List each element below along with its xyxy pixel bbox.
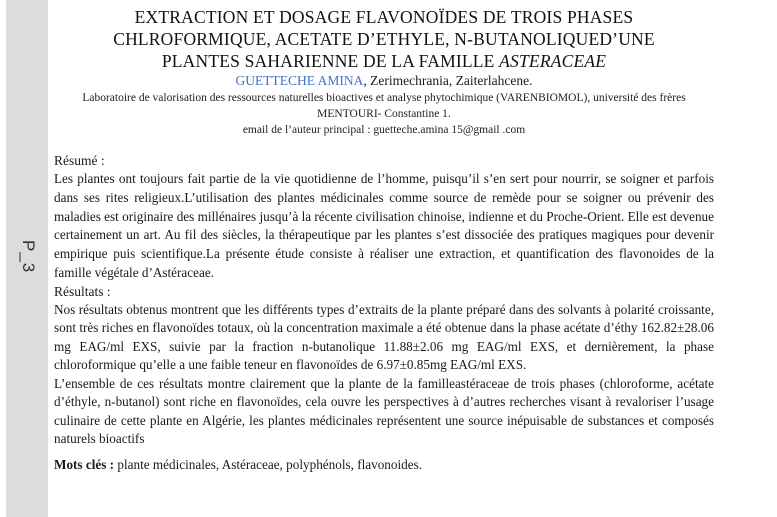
- resume-heading: Résumé :: [54, 153, 105, 168]
- page-margin-bar: [6, 0, 48, 517]
- resultats-paragraph-1: Nos résultats obtenus montrent que les différents types d’extraits de la plante préparé dans des solvants à polarité croissante, sont très riches en flavonoïdes totaux, où la concentration maximale a été obtenue dans la phase acétate d’éthy 162.82±28.06 mg EAG/ml EXS, suivie par la fraction n-butanolique 11.88±2.06 mg EAG/ml EXS, et dernièrement, la phase chloroformique qu’elle a une faible teneur en flavonoïdes de 6.97±0.85mg EAG/ml EXS.: [54, 301, 714, 373]
- resultats-heading: Résultats :: [54, 283, 111, 299]
- resume-text: Les plantes ont toujours fait partie de la vie quotidienne de l’homme, puisqu’il s’en sert pour nourrir, se soigner et parfois dans ses rites religieux.L’utilisation des plantes médicinales comme source de remède pour se soigner ou prévenir des maladies est originaire des millénaires jusqu’à la récente civilisation chinoise, indienne et du Proche-Orient. Elle est devenue certainement un art. Au fil des siècles, la thérapeutique par les plantes s’est dissociée des pratiques magiques pour devenir empirique puis scientifique.La présente étude consiste à réaliser une extraction, et quantification des flavonoides de la famille végétale d’Astéraceae.: [54, 171, 714, 280]
- title-family-name: ASTERACEAE: [499, 51, 607, 71]
- main-author: GUETTECHE AMINA: [235, 73, 364, 88]
- paper-title: [54, 6, 714, 72]
- affiliation-lab: Laboratoire de valorisation des ressources naturelles bioactives et analyse phytochimique (VARENBIOMOL), université des frères MENTOURI- Constantine 1.: [82, 92, 686, 120]
- title-line-3: [54, 50, 714, 72]
- co-authors: , Zerimechrania, Zaiterlahcene.: [363, 73, 533, 88]
- affiliation-email: email de l’auteur principal : guetteche.amina 15@gmail .com: [242, 124, 526, 136]
- keywords-label: Mots clés :: [54, 456, 115, 472]
- resultats-paragraph-2: L’ensemble de ces résultats montre clairement que la plante de la familleastéraceae de trois phases (chloroforme, acétate d’éthyle, n-butanol) sont riche en flavonoïdes, cela ouvre les perspectives à d’autres recherches visant à revaloriser l’usage culinaire de cette plante en Algérie, les plantes médicinales représentent une source inépuisable de substances et composés naturels bioactifs: [54, 375, 714, 447]
- title-line-2: CHLROFORMIQUE, ACETATE D’ETHYLE, N-BUTANOLIQUED’UNE: [113, 29, 655, 49]
- title-line-3-text: PLANTES SAHARIENNE DE LA FAMILLE: [161, 51, 500, 71]
- author-list: [54, 72, 714, 90]
- page-number-label: P_3: [19, 240, 38, 274]
- keywords-line: [54, 456, 714, 474]
- keywords-text: plante médicinales, Astéraceae, polyphénols, flavonoides.: [114, 456, 423, 472]
- title-line-1: EXTRACTION ET DOSAGE FLAVONOÏDES DE TROIS PHASES: [134, 7, 634, 27]
- paper-page: [54, 6, 714, 487]
